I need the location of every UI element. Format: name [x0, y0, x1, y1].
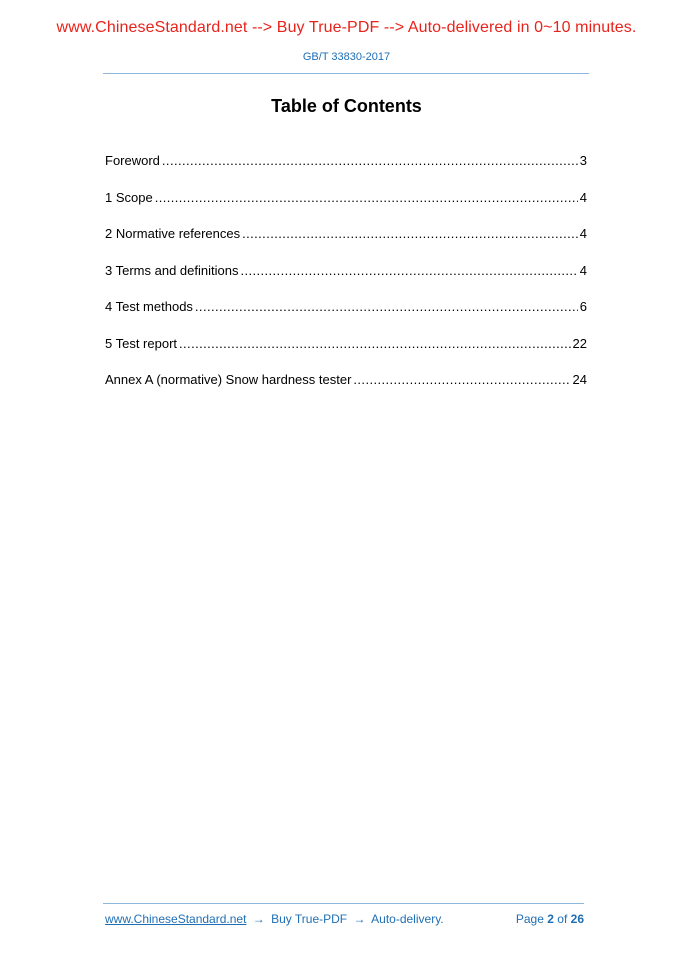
toc-entry-label: 3 Terms and definitions: [105, 262, 239, 278]
page-title: Table of Contents: [271, 96, 422, 116]
toc-entry-label: 4 Test methods: [105, 299, 193, 314]
toc-entry-test-methods[interactable]: [105, 298, 587, 335]
footer-divider: [103, 903, 584, 904]
current-page: 2: [547, 912, 554, 926]
toc-entry-page: 3: [579, 153, 587, 168]
toc-entry-scope[interactable]: [105, 189, 587, 226]
footer-site-link[interactable]: www.ChineseStandard.net: [105, 912, 247, 926]
table-of-contents: [105, 152, 587, 408]
footer-buy-text: Buy True-PDF: [271, 912, 348, 926]
toc-entry-test-report[interactable]: [105, 335, 587, 372]
page-number: [516, 912, 584, 926]
toc-entry-page: 4: [579, 226, 587, 241]
dot-leader: [155, 189, 578, 207]
toc-entry-label: 5 Test report: [105, 335, 178, 351]
toc-entry-page: 24: [572, 372, 587, 387]
toc-entry-label: 2 Normative references: [105, 226, 241, 241]
toc-entry-page: 4: [579, 189, 587, 205]
footer-promo: [105, 912, 444, 926]
toc-entry-page: 6: [579, 299, 587, 314]
dot-leader: [242, 225, 578, 243]
dot-leader: [353, 371, 570, 389]
document-code: GB/T 33830-2017: [302, 51, 391, 63]
toc-entry-label: Foreword: [105, 153, 160, 168]
promo-banner[interactable]: www.ChineseStandard.net --> Buy True-PDF --> Auto-delivered in 0~10 minutes.: [56, 19, 637, 36]
toc-entry-page: 4: [579, 262, 587, 278]
footer-delivery-text: Auto-delivery.: [371, 912, 444, 926]
header-divider: [103, 73, 589, 74]
page-of-word: of: [557, 912, 568, 926]
toc-entry-annex-a[interactable]: [105, 371, 587, 408]
total-pages: 26: [570, 912, 584, 926]
toc-entry-foreword[interactable]: [105, 152, 587, 189]
toc-entry-page: 22: [572, 335, 587, 351]
page-word: Page: [515, 912, 544, 926]
dot-leader: [179, 335, 571, 353]
toc-entry-terms-and-definitions[interactable]: [105, 262, 587, 299]
toc-entry-label: Annex A (normative) Snow hardness tester: [105, 372, 352, 387]
right-arrow-icon: →: [252, 912, 265, 926]
toc-entry-normative-references[interactable]: [105, 225, 587, 262]
dot-leader: [240, 262, 577, 280]
right-arrow-icon: →: [353, 912, 366, 926]
page-footer: [105, 912, 584, 926]
dot-leader: [162, 152, 578, 170]
toc-entry-label: 1 Scope: [105, 189, 153, 205]
dot-leader: [195, 298, 578, 316]
